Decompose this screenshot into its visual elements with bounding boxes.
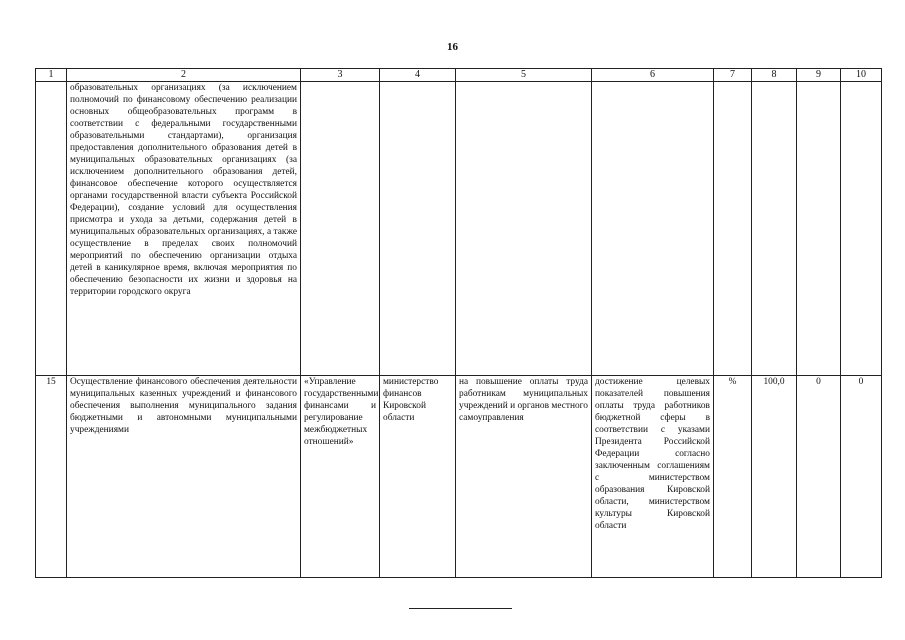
header-cell-7: 7 xyxy=(714,69,752,82)
cell-program xyxy=(301,82,380,376)
cell-col10 xyxy=(841,82,882,376)
cell-col10: 0 xyxy=(841,376,882,578)
cell-num xyxy=(36,82,67,376)
table-row-continuation xyxy=(36,82,882,376)
cell-unit: % xyxy=(714,376,752,578)
header-cell-6: 6 xyxy=(592,69,714,82)
page-number: 16 xyxy=(447,41,458,53)
header-cell-1: 1 xyxy=(36,69,67,82)
cell-value xyxy=(752,82,797,376)
cell-ministry xyxy=(380,82,456,376)
cell-col9: 0 xyxy=(797,376,841,578)
cell-purpose xyxy=(456,82,592,376)
header-cell-5: 5 xyxy=(456,69,592,82)
cell-description: Осуществление финансового обеспечения деятельности муниципальных казенных учреждений и финансового обеспечения выполнения муниципального задания бюджетными и автономными муниципальными учреждениями xyxy=(67,376,301,578)
cell-unit xyxy=(714,82,752,376)
cell-ministry: министерство финансов Кировской области xyxy=(380,376,456,578)
header-cell-4: 4 xyxy=(380,69,456,82)
cell-conditions xyxy=(592,82,714,376)
table-row-15 xyxy=(36,376,882,578)
cell-num: 15 xyxy=(36,376,67,578)
header-cell-9: 9 xyxy=(797,69,841,82)
cell-description: образовательных организациях (за исключением полномочий по финансовому обеспечению реализации основных общеобразовательных программ в соответствии с федеральными государственными образовательными стандартами), организация предоставления дополнительного образования детей в муниципальных образовательных организациях (за исключением дополнительного образования детей, финансовое обеспечение которого осуществляется органами государственной власти субъекта Российской Федерации), создание условий для осуществления присмотра и ухода за детьми, содержания детей в муниципальных образовательных организациях, а также осуществление в пределах своих полномочий мероприятий по обеспечению организации отдыха детей в каникулярное время, включая мероприятия по обеспечению безопасности их жизни и здоровья на территории городского округа xyxy=(67,82,301,376)
header-cell-3: 3 xyxy=(301,69,380,82)
footer-divider xyxy=(409,608,512,609)
header-cell-10: 10 xyxy=(841,69,882,82)
cell-conditions: достижение целевых показателей повышения оплаты труда работников бюджетной сферы в соответствии с указами Президента Российской Федерации согласно заключенным соглашениям с министерством образования Кировской области, министерством культуры Кировской области xyxy=(592,376,714,578)
header-cell-2: 2 xyxy=(67,69,301,82)
header-row xyxy=(36,69,882,82)
data-table xyxy=(35,68,882,578)
cell-col9 xyxy=(797,82,841,376)
cell-purpose: на повышение оплаты труда работникам муниципальных учреждений и органов местного самоуправления xyxy=(456,376,592,578)
cell-value: 100,0 xyxy=(752,376,797,578)
header-cell-8: 8 xyxy=(752,69,797,82)
cell-program: «Управление государственными финансами и регулирование межбюджетных отношений» xyxy=(301,376,380,578)
